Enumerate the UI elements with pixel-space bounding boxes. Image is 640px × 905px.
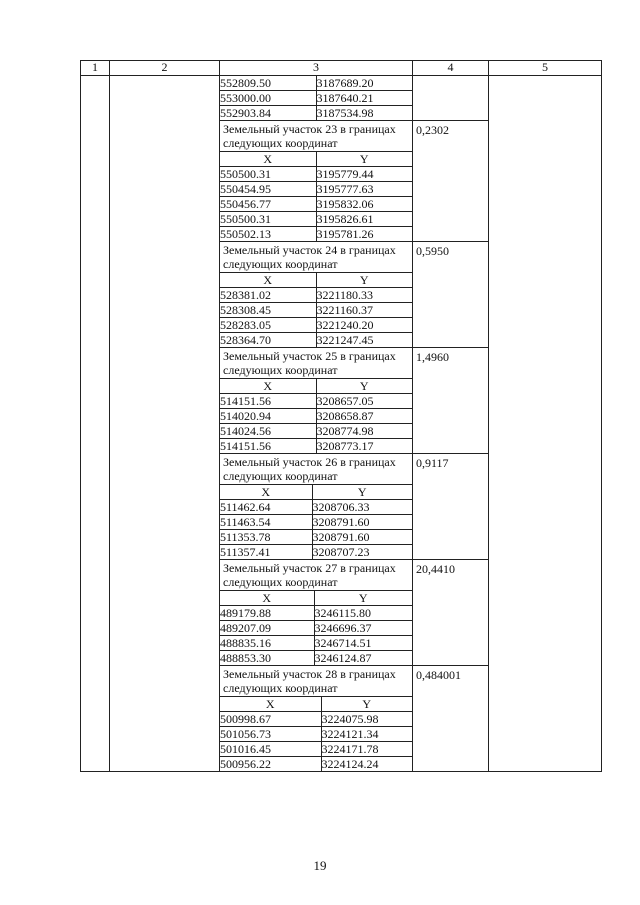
- coordinate-row: [220, 757, 412, 772]
- coordinate-header: [220, 273, 412, 288]
- column-number-3: 3: [220, 61, 413, 76]
- coordinate-row: [220, 197, 412, 212]
- y-header: Y: [314, 591, 412, 606]
- coordinate-row: [220, 636, 412, 651]
- x-value: 511357.41: [220, 545, 312, 560]
- coordinate-header: [220, 485, 412, 500]
- x-value: 550502.13: [220, 227, 316, 242]
- column-number-2: 2: [110, 61, 220, 76]
- coordinate-row: [220, 742, 412, 757]
- y-header: Y: [321, 697, 412, 712]
- coordinate-table: [220, 272, 412, 347]
- x-value: 550500.31: [220, 212, 316, 227]
- parcel-area: 0,9117: [413, 454, 489, 560]
- y-header: Y: [316, 152, 412, 167]
- x-value: 514151.56: [220, 394, 316, 409]
- y-value: 3246696.37: [314, 621, 412, 636]
- parcel-area: 0,5950: [413, 242, 489, 348]
- coordinate-table: [220, 76, 412, 120]
- x-value: 514020.94: [220, 409, 316, 424]
- parcel-cell: [220, 242, 413, 348]
- y-value: 3221160.37: [316, 303, 412, 318]
- x-value: 528364.70: [220, 333, 316, 348]
- coordinate-row: [220, 500, 412, 515]
- x-value: 511463.54: [220, 515, 312, 530]
- x-value: 488853.30: [220, 651, 314, 666]
- parcel-cell: [220, 121, 413, 242]
- coordinate-row: [220, 91, 412, 106]
- area-cell-empty: [413, 76, 489, 121]
- y-value: 3246115.80: [314, 606, 412, 621]
- parcel-table: [80, 60, 602, 772]
- coordinate-row: [220, 530, 412, 545]
- parcel-area: 0,2302: [413, 121, 489, 242]
- y-value: 3195781.26: [316, 227, 412, 242]
- parcel-cell: [220, 454, 413, 560]
- y-value: 3221180.33: [316, 288, 412, 303]
- parcel-area: 0,484001: [413, 666, 489, 772]
- y-value: 3224075.98: [321, 712, 412, 727]
- parcel-title: Земельный участок 25 в границах следующих координат: [223, 349, 396, 377]
- col5-cell: [489, 76, 602, 772]
- y-value: 3246124.87: [314, 651, 412, 666]
- parcel-title: Земельный участок 23 в границах следующих координат: [223, 122, 396, 150]
- y-value: 3224124.24: [321, 757, 412, 772]
- x-value: 501056.73: [220, 727, 321, 742]
- coordinate-row: [220, 182, 412, 197]
- coordinate-row: [220, 318, 412, 333]
- x-value: 488835.16: [220, 636, 314, 651]
- coordinate-row: [220, 621, 412, 636]
- coordinate-row: [220, 76, 412, 91]
- coordinate-row: [220, 424, 412, 439]
- y-value: 3195826.61: [316, 212, 412, 227]
- coordinate-table: [220, 151, 412, 241]
- x-value: 550456.77: [220, 197, 316, 212]
- coordinate-row: [220, 439, 412, 454]
- y-value: 3224171.78: [321, 742, 412, 757]
- coordinate-row: [220, 303, 412, 318]
- y-value: 3187689.20: [316, 76, 412, 91]
- y-value: 3221240.20: [316, 318, 412, 333]
- coordinate-row: [220, 394, 412, 409]
- y-value: 3208773.17: [316, 439, 412, 454]
- y-value: 3246714.51: [314, 636, 412, 651]
- x-value: 514151.56: [220, 439, 316, 454]
- x-value: 489179.88: [220, 606, 314, 621]
- y-value: 3208707.23: [312, 545, 412, 560]
- x-value: 552903.84: [220, 106, 316, 121]
- parcel-cell: [220, 560, 413, 666]
- page-number: 19: [313, 858, 327, 873]
- x-value: 528283.05: [220, 318, 316, 333]
- x-header: X: [220, 697, 321, 712]
- x-value: 500956.22: [220, 757, 321, 772]
- y-value: 3208791.60: [312, 530, 412, 545]
- x-value: 511462.64: [220, 500, 312, 515]
- x-header: X: [220, 273, 316, 288]
- parcel-title: Земельный участок 26 в границах следующих координат: [223, 455, 396, 483]
- coordinate-row: [220, 606, 412, 621]
- parcel-area: 1,4960: [413, 348, 489, 454]
- parcel-cell: [220, 348, 413, 454]
- y-value: 3221247.45: [316, 333, 412, 348]
- x-value: 511353.78: [220, 530, 312, 545]
- coordinate-row: [220, 409, 412, 424]
- coordinate-row: [220, 333, 412, 348]
- y-value: 3208657.05: [316, 394, 412, 409]
- coordinate-row: [220, 167, 412, 182]
- parcel-title: Земельный участок 27 в границах следующих координат: [223, 561, 396, 589]
- coordinate-row: [220, 212, 412, 227]
- column-number-row: [81, 61, 602, 76]
- x-header: X: [220, 379, 316, 394]
- y-value: 3187534.98: [316, 106, 412, 121]
- x-value: 514024.56: [220, 424, 316, 439]
- y-value: 3208774.98: [316, 424, 412, 439]
- column-number-5: 5: [489, 61, 602, 76]
- y-value: 3195777.63: [316, 182, 412, 197]
- y-header: Y: [316, 379, 412, 394]
- col2-cell: [110, 76, 220, 772]
- y-value: 3195779.44: [316, 167, 412, 182]
- parcel-title: Земельный участок 28 в границах следующих координат: [223, 667, 396, 695]
- y-header: Y: [316, 273, 412, 288]
- coordinate-table: [220, 378, 412, 453]
- parcel-area: 20,4410: [413, 560, 489, 666]
- y-value: 3224121.34: [321, 727, 412, 742]
- x-value: 528381.02: [220, 288, 316, 303]
- coordinate-header: [220, 379, 412, 394]
- x-value: 553000.00: [220, 91, 316, 106]
- x-value: 501016.45: [220, 742, 321, 757]
- y-value: 3187640.21: [316, 91, 412, 106]
- coordinate-header: [220, 697, 412, 712]
- coordinate-row: [220, 712, 412, 727]
- y-value: 3208706.33: [312, 500, 412, 515]
- body-row: [81, 76, 602, 121]
- x-header: X: [220, 485, 312, 500]
- coordinate-row: [220, 545, 412, 560]
- col1-cell: [81, 76, 110, 772]
- x-header: X: [220, 152, 316, 167]
- y-value: 3208791.60: [312, 515, 412, 530]
- continuation-coords-cell: [220, 76, 413, 121]
- x-value: 500998.67: [220, 712, 321, 727]
- coordinate-row: [220, 227, 412, 242]
- x-value: 550454.95: [220, 182, 316, 197]
- x-value: 489207.09: [220, 621, 314, 636]
- coordinate-row: [220, 727, 412, 742]
- x-value: 528308.45: [220, 303, 316, 318]
- x-value: 552809.50: [220, 76, 316, 91]
- coordinate-row: [220, 651, 412, 666]
- x-header: X: [220, 591, 314, 606]
- x-value: 550500.31: [220, 167, 316, 182]
- coordinate-table: [220, 696, 412, 771]
- y-header: Y: [312, 485, 412, 500]
- coordinate-header: [220, 152, 412, 167]
- column-number-4: 4: [413, 61, 489, 76]
- y-value: 3208658.87: [316, 409, 412, 424]
- coordinate-row: [220, 515, 412, 530]
- coordinate-row: [220, 288, 412, 303]
- coordinate-header: [220, 591, 412, 606]
- coordinate-row: [220, 106, 412, 121]
- parcel-cell: [220, 666, 413, 772]
- y-value: 3195832.06: [316, 197, 412, 212]
- document-page: [80, 60, 601, 772]
- coordinate-table: [220, 590, 412, 665]
- column-number-1: 1: [81, 61, 110, 76]
- coordinate-table: [220, 484, 412, 559]
- parcel-title: Земельный участок 24 в границах следующих координат: [223, 243, 396, 271]
